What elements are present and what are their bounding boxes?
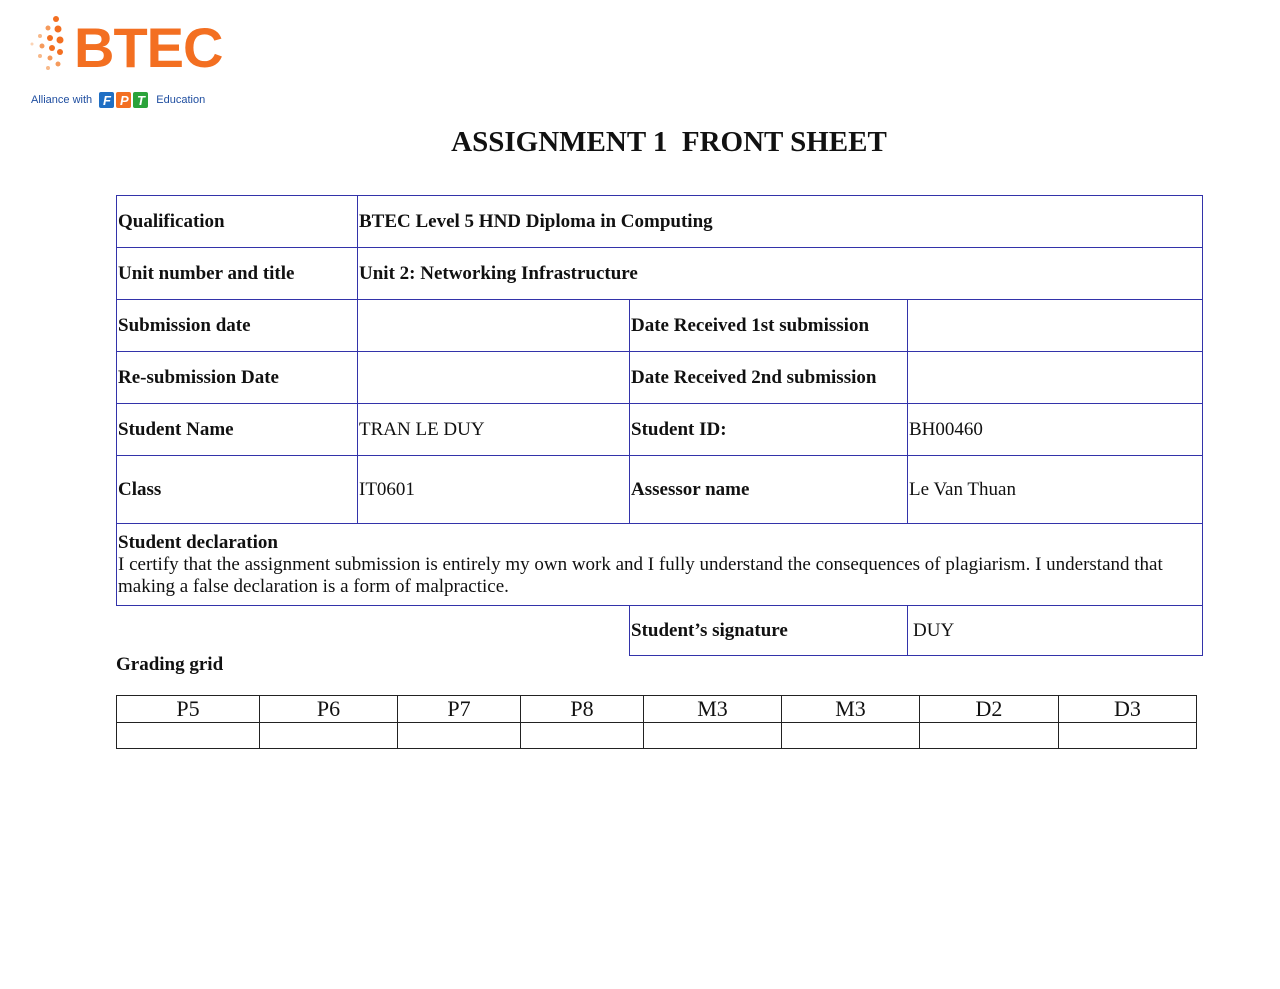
grade-header: D3	[1059, 696, 1197, 723]
info-table	[116, 195, 1203, 656]
grade-header: M3	[782, 696, 920, 723]
declaration-cell	[117, 524, 1203, 606]
submission-date-value	[358, 300, 630, 352]
submission-row	[117, 300, 1203, 352]
student-name-label: Student Name	[117, 404, 358, 456]
class-row	[117, 456, 1203, 524]
grade-value	[920, 723, 1059, 749]
date-received-1-label: Date Received 1st submission	[630, 300, 908, 352]
svg-text:T: T	[137, 93, 146, 108]
unit-label: Unit number and title	[117, 248, 358, 300]
submission-date-label: Submission date	[117, 300, 358, 352]
qualification-row	[117, 196, 1203, 248]
student-row	[117, 404, 1203, 456]
btec-logo	[24, 14, 223, 114]
grade-header: P7	[398, 696, 521, 723]
grade-header: P6	[260, 696, 398, 723]
grade-value	[782, 723, 920, 749]
grade-value	[1059, 723, 1197, 749]
grade-header: P5	[117, 696, 260, 723]
unit-row	[117, 248, 1203, 300]
grade-value	[521, 723, 644, 749]
logo-suffix: Education	[156, 93, 206, 106]
student-id-value: BH00460	[908, 404, 1203, 456]
assessor-value: Le Van Thuan	[908, 456, 1203, 524]
declaration-title: Student declaration	[118, 532, 278, 553]
resubmission-date-label: Re-submission Date	[117, 352, 358, 404]
student-id-label: Student ID:	[630, 404, 908, 456]
logo-alliance	[31, 90, 205, 110]
grading-grid-label: Grading grid	[116, 654, 224, 675]
resubmission-row	[117, 352, 1203, 404]
qualification-label: Qualification	[117, 196, 358, 248]
declaration-row	[117, 524, 1203, 606]
grade-header: D2	[920, 696, 1059, 723]
logo-dots-icon	[24, 14, 74, 74]
student-name-value: TRAN LE DUY	[358, 404, 630, 456]
date-received-1-value	[908, 300, 1203, 352]
assessor-label: Assessor name	[630, 456, 908, 524]
logo-alliance-prefix: Alliance with	[31, 93, 93, 106]
class-label: Class	[117, 456, 358, 524]
fpt-logo-icon	[99, 90, 149, 110]
date-received-2-value	[908, 352, 1203, 404]
signature-value: DUY	[908, 606, 1203, 656]
grade-value	[117, 723, 260, 749]
signature-label: Student’s signature	[630, 606, 908, 656]
grade-value	[398, 723, 521, 749]
grade-header: M3	[644, 696, 782, 723]
grade-header-row	[117, 696, 1197, 723]
grading-grid-table	[116, 695, 1197, 749]
declaration-text: I certify that the assignment submission is entirely my own work and I fully understand the consequences of plagiarism. I understand that making a false declaration is a form of malpractice.	[118, 554, 1163, 597]
grade-value	[260, 723, 398, 749]
date-received-2-label: Date Received 2nd submission	[630, 352, 908, 404]
grade-value	[644, 723, 782, 749]
signature-row	[117, 606, 1203, 656]
signature-spacer	[117, 606, 630, 656]
svg-text:F: F	[103, 93, 112, 108]
class-value: IT0601	[358, 456, 630, 524]
unit-value: Unit 2: Networking Infrastructure	[358, 248, 1203, 300]
grade-header: P8	[521, 696, 644, 723]
qualification-value: BTEC Level 5 HND Diploma in Computing	[358, 196, 1203, 248]
resubmission-date-value	[358, 352, 630, 404]
svg-text:P: P	[120, 93, 129, 108]
page-title: ASSIGNMENT 1 FRONT SHEET	[451, 126, 887, 158]
logo-brand-text: BTEC	[74, 16, 223, 79]
grade-value-row	[117, 723, 1197, 749]
